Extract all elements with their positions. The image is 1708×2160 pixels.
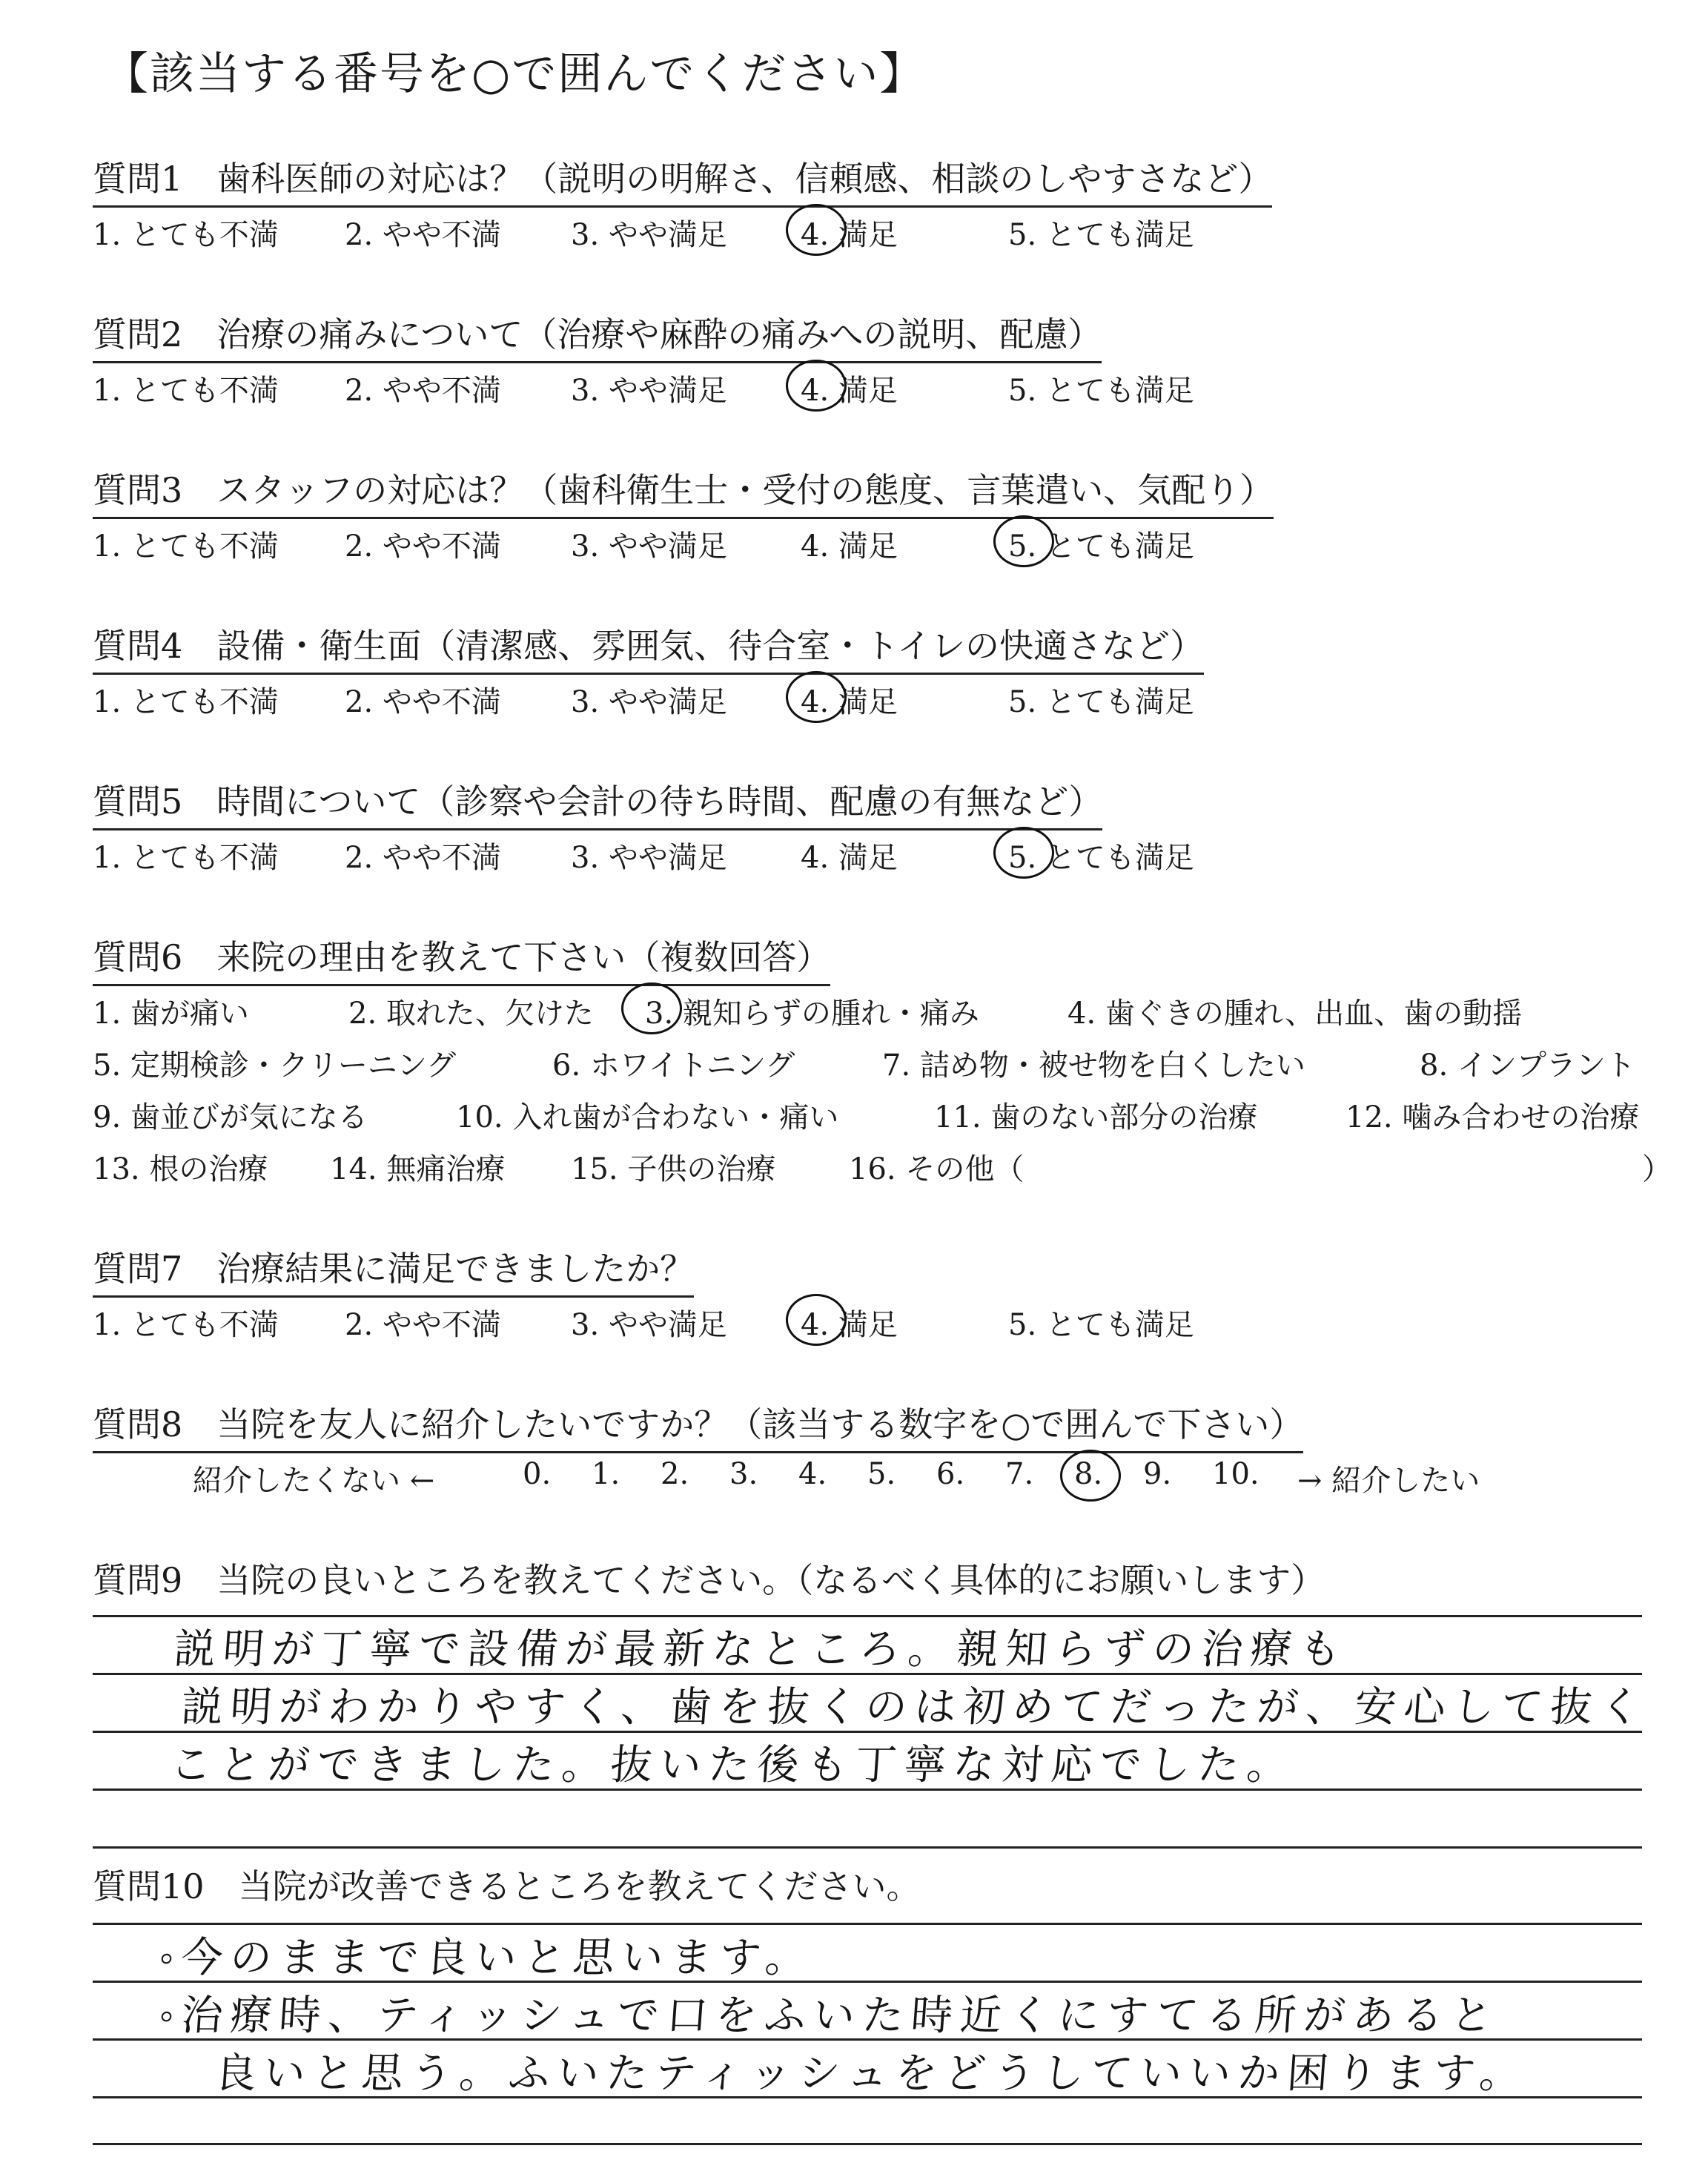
q5-option-5: 5. とても満足 (1008, 841, 1194, 875)
q6-option-5: 5. 定期検診・クリーニング (93, 1048, 457, 1083)
q9-answer-line-3: ことができました。抜いた後も丁寧な対応でした。 (168, 1741, 1297, 1789)
q3-option-1: 1. とても不満 (93, 529, 279, 564)
q8-value-4: 4. (798, 1457, 827, 1491)
q1-option-1: 1. とても不満 (93, 218, 279, 252)
q7-option-2: 2. やや不満 (345, 1308, 501, 1342)
q8-selection-circle (1060, 1450, 1121, 1502)
q2-option-4: 4. 満足 (801, 374, 898, 408)
page-title: 【該当する番号を○で囲んでください】 (104, 48, 926, 100)
q8-left-label: 紹介したくない ← (193, 1464, 435, 1498)
q2-option-2: 2. やや不満 (345, 374, 501, 408)
q6-option-4: 4. 歯ぐきの腫れ、出血、歯の動揺 (1068, 997, 1523, 1031)
question-10-title: 質問10 当院が改善できるところを教えてください。 (93, 1866, 921, 1906)
q1-option-5: 5. とても満足 (1008, 218, 1194, 252)
q7-option-4: 4. 満足 (801, 1308, 898, 1342)
q8-value-10: 10. (1212, 1457, 1260, 1491)
q1-selection-circle (786, 204, 847, 256)
q2-option-1: 1. とても不満 (93, 374, 279, 408)
q4-option-4: 4. 満足 (801, 685, 898, 719)
q6-option-2: 2. 取れた、欠けた (348, 997, 594, 1031)
q6-option-15: 15. 子供の治療 (571, 1152, 776, 1186)
q5-option-2: 2. やや不満 (345, 841, 501, 875)
q5-option-4: 4. 満足 (801, 841, 898, 875)
question-2-title: 質問2 治療の痛みについて（治療や麻酔の痛みへの説明、配慮） (93, 308, 1102, 363)
question-6-title: 質問6 来院の理由を教えて下さい（複数回答） (93, 931, 830, 986)
q3-option-5: 5. とても満足 (1008, 529, 1194, 564)
q8-value-9: 9. (1143, 1457, 1172, 1491)
q6-option-14: 14. 無痛治療 (330, 1152, 506, 1186)
q9-answer-line-2: 説明がわかりやすく、歯を抜くのは初めてだったが、安心して抜く (179, 1683, 1650, 1731)
q6-option-10: 10. 入れ歯が合わない・痛い (456, 1100, 839, 1135)
q7-selection-circle (786, 1294, 847, 1346)
q8-value-5: 5. (867, 1457, 896, 1491)
q8-value-1: 1. (592, 1457, 620, 1491)
q3-selection-circle (993, 515, 1054, 567)
q2-selection-circle (786, 360, 847, 412)
q7-option-1: 1. とても不満 (93, 1308, 279, 1342)
q6-option-16: 16. その他（ (849, 1152, 1025, 1186)
q6-option-12: 12. 噛み合わせの治療 (1345, 1100, 1640, 1135)
q4-selection-circle (786, 671, 847, 723)
q1-option-2: 2. やや不満 (345, 218, 501, 252)
q6-option-7: 7. 詰め物・被せ物を白くしたい (882, 1048, 1305, 1083)
q8-value-6: 6. (936, 1457, 965, 1491)
q8-value-7: 7. (1005, 1457, 1034, 1491)
q8-right-label: → 紹介したい (1297, 1464, 1480, 1498)
question-5-title: 質問5 時間について（診察や会計の待ち時間、配慮の有無など） (93, 775, 1102, 830)
question-3-title: 質問3 スタッフの対応は？（歯科衛生士・受付の態度、言葉遣い、気配り） (93, 463, 1274, 519)
q6-option-1: 1. 歯が痛い (93, 997, 249, 1031)
q1-option-4: 4. 満足 (801, 218, 898, 252)
question-4-title: 質問4 設備・衛生面（清潔感、雰囲気、待合室・トイレの快適さなど） (93, 619, 1204, 675)
q6-selection-circle (621, 982, 682, 1034)
q9-answer-line-1: 説明が丁寧で設備が最新なところ。親知らずの治療も (172, 1625, 1350, 1674)
q2-option-3: 3. やや満足 (571, 374, 727, 408)
question-7-title: 質問7 治療結果に満足できましたか？ (93, 1242, 694, 1298)
q4-option-3: 3. やや満足 (571, 685, 727, 719)
q8-value-0: 0. (523, 1457, 552, 1491)
q6-option-9: 9. 歯並びが気になる (93, 1100, 368, 1135)
q2-option-5: 5. とても満足 (1008, 374, 1194, 408)
answer-rule (93, 1846, 1642, 1849)
q4-option-5: 5. とても満足 (1008, 685, 1194, 719)
q8-value-2: 2. (661, 1457, 689, 1491)
q3-option-2: 2. やや不満 (345, 529, 501, 564)
q6-option-6: 6. ホワイトニング (552, 1048, 795, 1083)
q3-option-3: 3. やや満足 (571, 529, 727, 564)
q6-option-13: 13. 根の治療 (93, 1152, 268, 1186)
q5-selection-circle (993, 827, 1054, 879)
q6-option-3: 3. 親知らずの腫れ・痛み (645, 997, 979, 1031)
q7-option-3: 3. やや満足 (571, 1308, 727, 1342)
q10-answer-line-2: ◦治療時、ティッシュで口をふいた時近くにすてる所があると (157, 1992, 1501, 2040)
q1-option-3: 3. やや満足 (571, 218, 727, 252)
q8-value-8: 8. (1074, 1457, 1103, 1491)
q6-option-8: 8. インプラント (1420, 1048, 1635, 1083)
q5-option-1: 1. とても不満 (93, 841, 279, 875)
q6-option-11: 11. 歯のない部分の治療 (934, 1100, 1258, 1135)
question-1-title: 質問1 歯科医師の対応は？（説明の明解さ、信頼感、相談のしやすさなど） (93, 152, 1272, 208)
q5-option-3: 3. やや満足 (571, 841, 727, 875)
q7-option-5: 5. とても満足 (1008, 1308, 1194, 1342)
q3-option-4: 4. 満足 (801, 529, 898, 564)
q8-value-3: 3. (729, 1457, 758, 1491)
question-8-title: 質問8 当院を友人に紹介したいですか？（該当する数字を○で囲んで下さい） (93, 1398, 1303, 1453)
question-9-title: 質問9 当院の良いところを教えてください。（なるべく具体的にお願いします） (93, 1560, 1325, 1600)
q10-answer-line-1: ◦今のままで良いと思います。 (157, 1934, 816, 1982)
answer-rule (93, 2143, 1642, 2145)
q4-option-1: 1. とても不満 (93, 685, 279, 719)
q10-answer-line-3: 良いと思う。ふいたティッシュをどうしていいか困ります。 (213, 2050, 1530, 2098)
q4-option-2: 2. やや不満 (345, 685, 501, 719)
q6-other-close: ） (1642, 1152, 1672, 1186)
